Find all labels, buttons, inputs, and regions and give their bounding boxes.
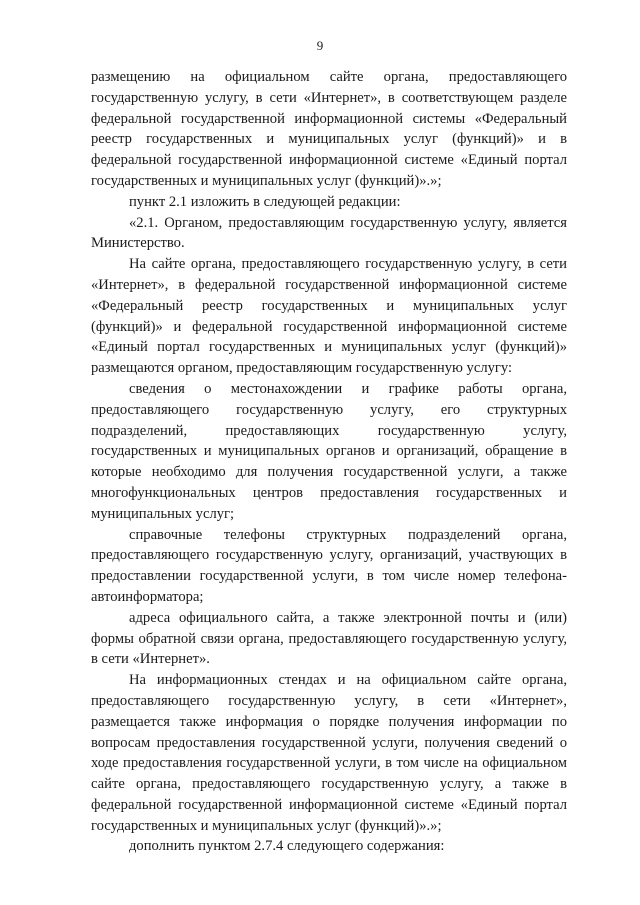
page-number: 9: [316, 38, 324, 53]
paragraph-stands-info: На информационных стендах и на официальном сайте органа, предоставляющего государственную услугу, в сети «Интернет», размещается также информация о порядке получения информации по вопросам предоставления государственной услуги, получения сведений о ходе предоставления государственной услуги, в том числе на официальном сайте органа, предоставляющего государственную услугу, а также в федеральной государственной информационной системе «Единый портал государственных и муниципальных услуг (функций)».»;: [91, 672, 567, 834]
paragraph-phone-info: справочные телефоны структурных подразделений органа, предоставляющего государственную услугу, организаций, участвующих в предоставлении государственной услуги, в том числе номер телефона-автоинформатора;: [91, 526, 567, 605]
paragraph-add-clause-2-7-4: дополнить пунктом 2.7.4 следующего содержания:: [129, 838, 445, 855]
paragraph-website-info: На сайте органа, предоставляющего государственную услугу, в сети «Интернет», в федеральной государственной информационной системе «Федеральный реестр государственных и муниципальных услуг (функций)» и федеральной государственной информационной системе «Единый портал государственных и муниципальных услуг (функций)» размещаются органом, предоставляющим государственную услугу:: [91, 256, 567, 377]
paragraph-address-info: адреса официального сайта, а также электронной почты и (или) формы обратной связи органа, предоставляющего государственную услугу, в сети «Интернет».: [91, 609, 567, 668]
paragraph-amendment-2-1-intro: пункт 2.1 изложить в следующей редакции:: [129, 193, 401, 210]
paragraph-clause-2-1: «2.1. Органом, предоставляющим государственную услугу, является Министерство.: [91, 214, 567, 252]
paragraph-location-info: сведения о местонахождении и графике работы органа, предоставляющего государственную услугу, его структурных подразделений, предоставляющих государственную услугу, государственных и муниципальных органов и организаций, обращение в которые необходимо для получения государственной услуги, а также многофункциональных центров предоставления государственных и муниципальных услуг;: [91, 380, 567, 522]
paragraph-continuation: размещению на официальном сайте органа, предоставляющего государственную услугу, в сети «Интернет», в соответствующем разделе федеральной государственной информационной системы «Федеральный реестр государственных и муниципальных услуг (функций)» и в федеральной государственной информационной системе «Единый портал государственных и муниципальных услуг (функций)».»;: [91, 69, 567, 189]
document-body: [91, 67, 567, 857]
